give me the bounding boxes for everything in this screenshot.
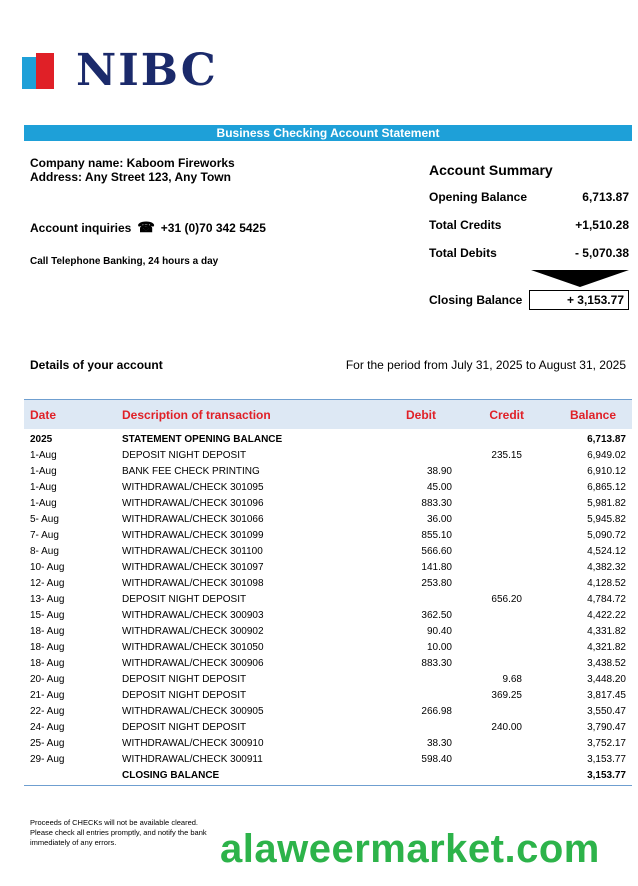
- telephone-banking-note: Call Telephone Banking, 24 hours a day: [30, 256, 219, 267]
- cell-balance: 5,981.82: [587, 498, 626, 509]
- cell-balance: 4,331.82: [587, 626, 626, 637]
- table-row: [24, 672, 632, 688]
- debits-value: - 5,070.38: [574, 246, 629, 260]
- cell-balance: 3,153.77: [587, 754, 626, 765]
- summary-opening: [429, 190, 629, 204]
- table-row: [24, 656, 632, 672]
- cell-date: 25- Aug: [30, 738, 65, 749]
- cell-description: WITHDRAWAL/CHECK 300902: [122, 626, 264, 637]
- cell-balance: 4,422.22: [587, 610, 626, 621]
- brand-name: NIBC: [76, 45, 218, 96]
- company-info: [30, 156, 235, 184]
- details-heading: Details of your account: [30, 358, 163, 372]
- cell-debit: 266.98: [421, 706, 452, 717]
- cell-credit: 369.25: [491, 690, 522, 701]
- cell-date: 20- Aug: [30, 674, 65, 685]
- cell-description: WITHDRAWAL/CHECK 300903: [122, 610, 264, 621]
- transactions-header: [24, 399, 632, 429]
- account-summary: [429, 160, 634, 307]
- table-row: [24, 640, 632, 656]
- cell-balance: 4,382.32: [587, 562, 626, 573]
- statement-period: For the period from July 31, 2025 to August 31, 2025: [345, 358, 626, 372]
- cell-date: 24- Aug: [30, 722, 65, 733]
- table-row: [24, 496, 632, 512]
- table-row: [24, 624, 632, 640]
- cell-balance: 3,448.20: [587, 674, 626, 685]
- company-address: Address: Any Street 123, Any Town: [30, 170, 231, 184]
- cell-description: WITHDRAWAL/CHECK 301099: [122, 530, 264, 541]
- table-row: [24, 752, 632, 768]
- cell-debit: 253.80: [421, 578, 452, 589]
- cell-date: 15- Aug: [30, 610, 65, 621]
- cell-debit: 598.40: [421, 754, 452, 765]
- cell-description: WITHDRAWAL/CHECK 301100: [122, 546, 263, 557]
- table-row: [24, 768, 632, 784]
- cell-debit: 855.10: [421, 530, 452, 541]
- transactions-table: [24, 432, 632, 784]
- cell-description: WITHDRAWAL/CHECK 301096: [122, 498, 264, 509]
- cell-debit: 362.50: [421, 610, 452, 621]
- watermark: alaweermarket.com: [220, 827, 600, 871]
- cell-debit: 883.30: [421, 658, 452, 669]
- cell-debit: 141.80: [421, 562, 452, 573]
- closing-label: Closing Balance: [429, 293, 523, 307]
- cell-debit: 90.40: [426, 626, 452, 637]
- summary-title: Account Summary: [429, 162, 553, 178]
- cell-debit: 36.00: [426, 514, 452, 525]
- credits-value: +1,510.28: [575, 218, 629, 232]
- cell-description: WITHDRAWAL/CHECK 301050: [122, 642, 264, 653]
- cell-date: 1-Aug: [30, 482, 57, 493]
- cell-description: WITHDRAWAL/CHECK 300911: [122, 754, 263, 765]
- cell-balance: 3,550.47: [587, 706, 626, 717]
- table-row: [24, 432, 632, 448]
- cell-description: WITHDRAWAL/CHECK 301097: [122, 562, 264, 573]
- cell-date: 22- Aug: [30, 706, 65, 717]
- summary-debits: [429, 246, 629, 260]
- bank-logo: [22, 45, 218, 96]
- cell-balance: 3,153.77: [587, 770, 626, 781]
- opening-label: Opening Balance: [429, 190, 528, 204]
- account-inquiries: [30, 219, 266, 236]
- header-balance: Balance: [569, 407, 616, 422]
- cell-date: 10- Aug: [30, 562, 65, 573]
- debits-label: Total Debits: [429, 246, 497, 260]
- cell-credit: 240.00: [491, 722, 522, 733]
- cell-date: 1-Aug: [30, 466, 57, 477]
- summary-credits: [429, 218, 629, 232]
- cell-description: DEPOSIT NIGHT DEPOSIT: [122, 674, 247, 685]
- credits-label: Total Credits: [429, 218, 502, 232]
- opening-value: 6,713.87: [582, 190, 629, 204]
- closing-value: + 3,153.77: [529, 290, 629, 310]
- header-date: Date: [30, 407, 57, 422]
- header-credit: Credit: [489, 407, 524, 422]
- table-row: [24, 560, 632, 576]
- cell-balance: 5,945.82: [587, 514, 626, 525]
- table-row: [24, 480, 632, 496]
- cell-balance: 3,438.52: [587, 658, 626, 669]
- cell-description: DEPOSIT NIGHT DEPOSIT: [122, 594, 247, 605]
- cell-balance: 3,790.47: [587, 722, 626, 733]
- cell-credit: 235.15: [491, 450, 522, 461]
- cell-balance: 4,321.82: [587, 642, 626, 653]
- inquiries-label: Account inquiries: [30, 220, 132, 235]
- cell-balance: 4,524.12: [587, 546, 626, 557]
- logo-mark-icon: [22, 51, 66, 91]
- table-row: [24, 464, 632, 480]
- cell-description: BANK FEE CHECK PRINTING: [122, 466, 260, 477]
- table-row: [24, 608, 632, 624]
- cell-balance: 6,865.12: [587, 482, 626, 493]
- cell-description: WITHDRAWAL/CHECK 300906: [122, 658, 264, 669]
- cell-credit: 9.68: [502, 674, 522, 685]
- cell-balance: 3,752.17: [587, 738, 626, 749]
- cell-debit: 566.60: [421, 546, 452, 557]
- cell-date: 5- Aug: [30, 514, 59, 525]
- cell-balance: 4,128.52: [587, 578, 626, 589]
- header-description: Description of transaction: [122, 407, 271, 422]
- cell-date: 12- Aug: [30, 578, 65, 589]
- cell-date: 1-Aug: [30, 450, 57, 461]
- table-row: [24, 528, 632, 544]
- cell-balance: 6,910.12: [587, 466, 626, 477]
- cell-description: DEPOSIT NIGHT DEPOSIT: [122, 690, 247, 701]
- cell-description: WITHDRAWAL/CHECK 300910: [122, 738, 264, 749]
- cell-date: 18- Aug: [30, 626, 65, 637]
- cell-description: WITHDRAWAL/CHECK 301095: [122, 482, 264, 493]
- down-arrow-icon: [531, 270, 629, 287]
- table-row: [24, 736, 632, 752]
- cell-debit: 45.00: [426, 482, 452, 493]
- cell-description: DEPOSIT NIGHT DEPOSIT: [122, 450, 247, 461]
- table-bottom-rule: [24, 785, 632, 786]
- cell-date: 1-Aug: [30, 498, 57, 509]
- statement-title: Business Checking Account Statement: [24, 125, 632, 141]
- table-row: [24, 592, 632, 608]
- cell-credit: 656.20: [491, 594, 522, 605]
- cell-date: 29- Aug: [30, 754, 65, 765]
- cell-balance: 6,713.87: [587, 434, 626, 445]
- phone-icon: ☎: [137, 219, 155, 235]
- cell-debit: 10.00: [426, 642, 452, 653]
- cell-date: 21- Aug: [30, 690, 65, 701]
- cell-balance: 5,090.72: [587, 530, 626, 541]
- inquiries-phone: +31 (0)70 342 5425: [160, 220, 266, 235]
- table-row: [24, 720, 632, 736]
- table-row: [24, 688, 632, 704]
- table-row: [24, 512, 632, 528]
- footnote: Proceeds of CHECKs will not be available cleared. Please check all entries promptly, and notify the bank immediately of any errors.: [30, 818, 207, 847]
- cell-debit: 883.30: [421, 498, 452, 509]
- company-name: Company name: Kaboom Fireworks: [30, 156, 235, 170]
- cell-debit: 38.30: [426, 738, 452, 749]
- cell-debit: 38.90: [426, 466, 452, 477]
- cell-description: CLOSING BALANCE: [122, 770, 220, 781]
- cell-balance: 3,817.45: [587, 690, 626, 701]
- table-row: [24, 448, 632, 464]
- summary-closing: [429, 290, 629, 310]
- header-debit: Debit: [406, 407, 436, 422]
- cell-date: 18- Aug: [30, 642, 65, 653]
- cell-description: WITHDRAWAL/CHECK 300905: [122, 706, 264, 717]
- cell-balance: 4,784.72: [587, 594, 626, 605]
- cell-balance: 6,949.02: [587, 450, 626, 461]
- cell-description: DEPOSIT NIGHT DEPOSIT: [122, 722, 247, 733]
- cell-date: 18- Aug: [30, 658, 65, 669]
- cell-description: WITHDRAWAL/CHECK 301066: [122, 514, 264, 525]
- cell-description: STATEMENT OPENING BALANCE: [122, 434, 283, 445]
- table-row: [24, 544, 632, 560]
- cell-date: 2025: [30, 434, 53, 445]
- table-row: [24, 576, 632, 592]
- cell-date: 13- Aug: [30, 594, 65, 605]
- table-row: [24, 704, 632, 720]
- cell-date: 7- Aug: [30, 530, 59, 541]
- cell-description: WITHDRAWAL/CHECK 301098: [122, 578, 264, 589]
- cell-date: 8- Aug: [30, 546, 59, 557]
